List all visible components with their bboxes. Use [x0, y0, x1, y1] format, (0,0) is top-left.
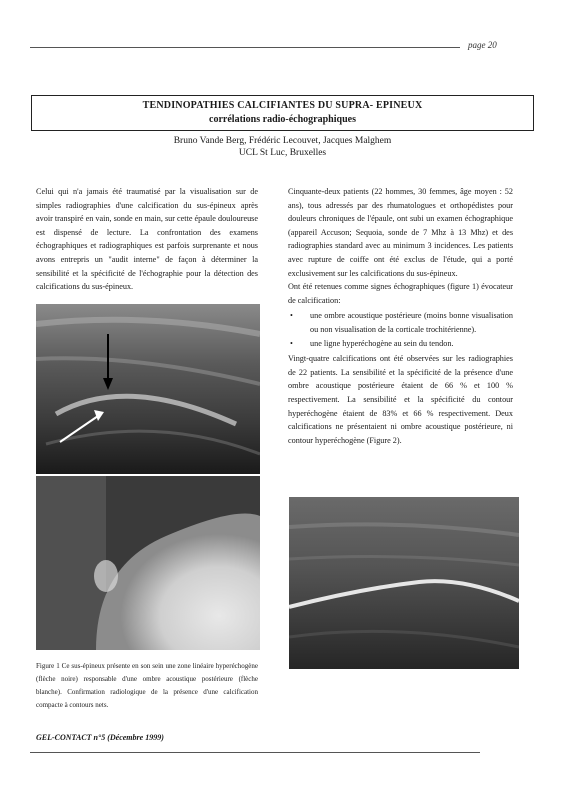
footer-publication: GEL-CONTACT n°5 (Décembre 1999): [36, 733, 164, 742]
methods-paragraph: Cinquante-deux patients (22 hommes, 30 femmes, âge moyen : 52 ans), tous adressés par des rhumatologues et orthopédistes pour douleurs chroniques de l'épaule, ont subi un examen échographique (appareil Accuson; Sequoia, sonde de 7 Mhz à 13 Mhz) et des radiographies standard avec au minimum 3 incidences. Les patients avec rupture de coiffe ont été exclus de l'étude, qui a porté exclusivement sur les calcifications du sus-épineux.: [288, 187, 513, 278]
right-column: [288, 185, 513, 447]
authors-block: [31, 135, 534, 159]
title-box: [31, 95, 534, 131]
list-item: • une ombre acoustique postérieure (moins bonne visualisation ou non visualisation de la corticale trochitérienne).: [288, 309, 513, 336]
signs-paragraph: Ont été retenues comme signes échographiques (figure 1) évocateur de calcification:: [288, 282, 513, 305]
header-rule: [30, 47, 460, 48]
authors: Bruno Vande Berg, Frédéric Lecouvet, Jacques Malghem: [173, 136, 392, 146]
list-item: • une ligne hyperéchogène au sein du tendon.: [288, 337, 513, 351]
article-subtitle: corrélations radio-échographiques: [209, 114, 356, 125]
ultrasound-image-figure2: [289, 497, 519, 669]
radiograph-image-figure1: [36, 476, 260, 650]
intro-paragraph: Celui qui n'a jamais été traumatisé par la visualisation sur de simples radiographies d'une calcification du sus-épineux après avoir transpiré en vain, sonde en main, sur cette épaule douloureuse est dispensé de lecture. La confrontation des examens échographiques et radiographiques est parfois surprenante et nous avons entrepris un "audit interne" de façon à déterminer la sensibilité et la spécificité de l'échographie pour la détection des calcifications du sus-épineux.: [36, 187, 258, 292]
article-title: TENDINOPATHIES CALCIFIANTES DU SUPRA- EPINEUX: [142, 100, 423, 111]
signs-list: [288, 309, 513, 350]
affiliation: UCL St Luc, Bruxelles: [238, 148, 327, 158]
ultrasound-image-figure1: [36, 304, 260, 474]
results-paragraph: Vingt-quatre calcifications ont été observées sur les radiographies de 22 patients. La sensibilité et la spécificité de la présence d'une ombre acoustique postérieure étaient de 66 % et 100 % respectivement. La sensibilité et la spécificité du contour hyperéchogène étaient de 83% et 66 % respectivement. Deux calcifications ne présentaient ni ombre acoustique postérieure, ni contour hyperéchogène (Figure 2).: [288, 354, 513, 445]
footer-rule: [30, 752, 480, 753]
page-number: page 20: [468, 40, 497, 50]
left-column: [36, 185, 258, 294]
figure1-caption: Figure 1 Ce sus-épineux présente en son sein une zone linéaire hyperéchogène (flèche noire) responsable d'une ombre acoustique postérieure (flèche blanche). Confirmation radiologique de la présence d'une calcification compacte à contours nets.: [36, 662, 258, 709]
